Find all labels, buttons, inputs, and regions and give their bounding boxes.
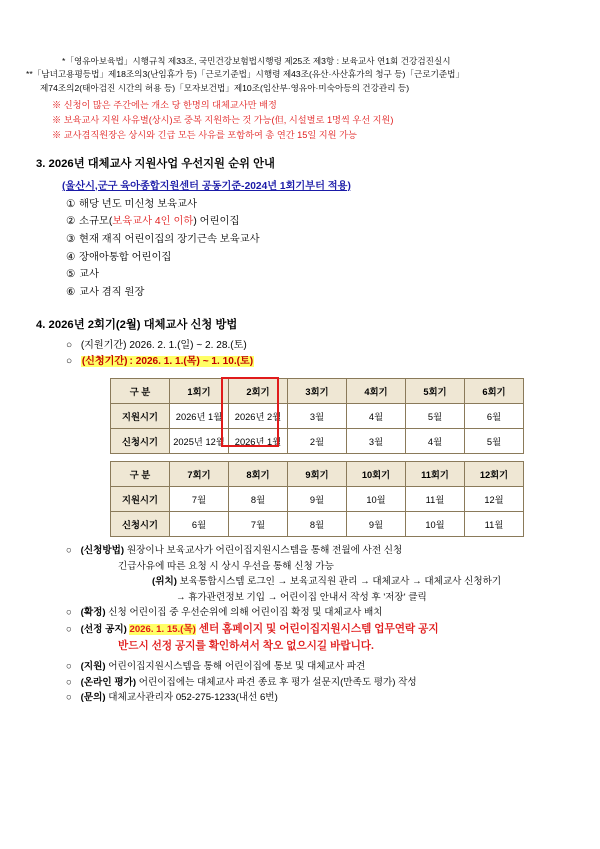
circle-number-5: ⑤ [66,269,76,281]
table-header-term-5: 5회기 [406,379,465,404]
section-3-title: 3. 2026년 대체교사 지원사업 우선지원 순위 안내 [36,157,275,170]
cell-apply-10: 9월 [347,512,406,537]
table-header-term-12: 12회기 [465,462,524,487]
row-label-support-2: 지원시기 [111,487,170,512]
priority-item-2: 소규모(보육교사 4인 이하) 어린이집 [79,216,240,228]
list-item [66,196,574,214]
circle-number-6: ⑥ [66,287,76,299]
priority-item-3: 현재 재직 어린이집의 장기근속 보육교사 [79,234,260,246]
cell-support-7: 7월 [170,487,229,512]
footnote-1: *「영유아보육법」시행규칙 제33조, 국민건강보험법시행령 제25조 제3항 : 보육교사 연1회 건강검진실시 [62,56,451,66]
red-note-1: ※ 신청이 많은 주간에는 개소 당 한명의 대체교사만 배정 [52,99,277,110]
notice-row-2 [66,638,574,655]
red-notes-block [26,98,574,143]
cell-apply-4: 3월 [347,429,406,454]
cell-apply-12: 11월 [465,512,524,537]
online-eval-label: (온라인 평가) [80,676,137,688]
apply-method-text-1: 원장이나 보육교사가 어린이집지원시스템을 통해 전월에 사전 신청 [126,545,403,557]
list-item [66,266,574,284]
confirm-label: (확정) [80,607,106,619]
footnote-2: **「남녀고용평등법」제18조의3(난임휴가 등)「근로기준법」시행령 제43조(유산·사산휴가의 청구 등)「근로기준법」 [26,69,465,80]
cell-apply-8: 7월 [229,512,288,537]
list-item [66,249,574,267]
cell-support-10: 10월 [347,487,406,512]
support-text: 어린이집지원시스템을 통해 어린이집에 통보 및 대체교사 파견 [108,661,366,673]
priority-item-1: 해당 년도 미신청 보육교사 [79,198,197,210]
support-row [66,659,574,675]
table-header-term-10: 10회기 [347,462,406,487]
list-item [66,284,574,302]
confirm-text: 신청 어린이집 중 우선순위에 의해 어린이집 확정 및 대체교사 배치 [108,607,383,619]
circle-bullet-icon: ○ [66,692,72,704]
red-note-3: ※ 교사겸직원장은 상시와 긴급 모든 사유를 포함하여 총 연간 15일 지원 가능 [52,129,357,140]
table-row [111,379,524,404]
support-label: (지원) [80,661,106,673]
table-header-term-6: 6회기 [465,379,524,404]
apply-period-value: : 2026. 1. 1.(목) ~ 1. 10.(토) [129,356,254,368]
cell-apply-7: 6월 [170,512,229,537]
schedule-table-wrapper [110,378,574,537]
cell-support-12: 12월 [465,487,524,512]
table-header-term-4: 4회기 [347,379,406,404]
circle-number-3: ③ [66,234,76,246]
support-period-row [66,338,574,354]
location-row [66,574,574,590]
contact-label: (문의) [80,692,106,704]
cell-support-2: 2026년 2월 [229,404,288,429]
notice-date: 2026. 1. 15.(목) [129,623,196,635]
schedule-table [110,378,524,537]
circle-bullet-icon: ○ [66,676,72,688]
online-eval-row [66,675,574,691]
circle-bullet-icon: ○ [66,545,72,557]
circle-number-1: ① [66,198,76,210]
section-4-title: 4. 2026년 2회기(2월) 대체교사 신청 방법 [36,318,238,331]
apply-period-label: (신청기간) [81,356,128,368]
footnotes-block [26,55,574,95]
cell-apply-3: 2월 [288,429,347,454]
table-header-term-8: 8회기 [229,462,288,487]
table-header-term-3: 3회기 [288,379,347,404]
table-header-term-11: 11회기 [406,462,465,487]
spacer-cell [111,454,524,462]
circle-bullet-icon: ○ [66,339,73,351]
cell-support-9: 9월 [288,487,347,512]
apply-period-row [66,354,574,370]
table-header-term-7: 7회기 [170,462,229,487]
row-label-support-1: 지원시기 [111,404,170,429]
footnote-3: 제74조의2(태아검진 시간의 허용 등)「모자보건법」제10조(임산부·영유아·미숙아등의 건강관리 등) [40,82,410,93]
table-row [111,512,524,537]
cell-apply-1: 2025년 12월 [170,429,229,454]
table-header-term-9: 9회기 [288,462,347,487]
list-item [66,213,574,231]
cell-support-6: 6월 [465,404,524,429]
table-spacer-row [111,454,524,462]
location-text-2: → 휴가관련정보 기입 → 어린이집 안내서 작성 후 '저장' 클릭 [176,591,427,603]
circle-bullet-icon: ○ [66,607,72,619]
table-header-division-2: 구 분 [111,462,170,487]
section-3-subtitle: (울산시,군구 육아종합지원센터 공동기준-2024년 1회기부터 적용) [62,180,351,192]
apply-method-text-2: 긴급사유에 따른 요청 시 상시 우선을 통해 신청 가능 [118,560,334,572]
priority-item-5: 교사 [79,269,99,281]
cell-apply-6: 5월 [465,429,524,454]
table-header-term-2: 2회기 [229,379,288,404]
row-label-apply-1: 신청시기 [111,429,170,454]
red-note-2: ※ 보육교사 지원 사유별(상시)로 중복 지원하는 것 가능(但, 시설별로 1명씩 우선 지원) [52,114,394,125]
apply-method-text-2-row [66,559,574,575]
cell-support-11: 11월 [406,487,465,512]
table-header-division: 구 분 [111,379,170,404]
circle-bullet-icon: ○ [66,661,72,673]
method-block [66,543,574,706]
confirm-row [66,605,574,621]
table-row [111,487,524,512]
row-label-apply-2: 신청시기 [111,512,170,537]
priority-list [66,196,574,302]
online-eval-text: 어린이집에는 대체교사 파견 종료 후 평가 설문지(만족도 평가) 작성 [138,676,417,688]
cell-apply-9: 8월 [288,512,347,537]
circle-bullet-icon: ○ [66,356,73,368]
cell-apply-2: 2026년 1월 [229,429,288,454]
notice-text-2: 반드시 선정 공지를 확인하셔서 착오 없으시길 바랍니다. [118,639,374,652]
cell-support-4: 4월 [347,404,406,429]
apply-method-row [66,543,574,559]
priority-item-6: 교사 겸직 원장 [79,287,145,299]
priority-item-4: 장애아통합 어린이집 [79,251,172,263]
location-label: (위치) [152,576,177,588]
notice-row [66,621,574,638]
location-text-2-row [66,590,574,606]
location-text-1: 보육통합시스템 로그인 → 보육교직원 관리 → 대체교사 → 대체교사 신청하기 [179,576,502,588]
contact-text: 대체교사관리자 052-275-1233(내선 6번) [108,692,278,704]
apply-method-label: (신청방법) [80,545,125,557]
priority-item-2-emphasis: 보육교사 4인 이하 [112,216,194,228]
cell-support-3: 3월 [288,404,347,429]
circle-number-2: ② [66,216,76,228]
cell-support-5: 5월 [406,404,465,429]
table-row [111,462,524,487]
cell-support-1: 2026년 1월 [170,404,229,429]
cell-apply-11: 10월 [406,512,465,537]
notice-text: 센터 홈페이지 및 어린이집지원시스템 업무연락 공지 [195,622,439,635]
table-header-term-1: 1회기 [170,379,229,404]
cell-support-8: 8월 [229,487,288,512]
table-row [111,404,524,429]
notice-label: (선정 공지) [80,623,127,635]
section-3-subtitle-wrap [26,177,574,196]
contact-row [66,690,574,706]
table-row [111,429,524,454]
cell-apply-5: 4월 [406,429,465,454]
support-period-value: 2026. 2. 1.(일) ~ 2. 28.(토) [129,339,247,351]
circle-bullet-icon: ○ [66,623,72,635]
circle-number-4: ④ [66,251,76,263]
support-period-label: (지원기간) [80,339,127,351]
list-item [66,231,574,249]
